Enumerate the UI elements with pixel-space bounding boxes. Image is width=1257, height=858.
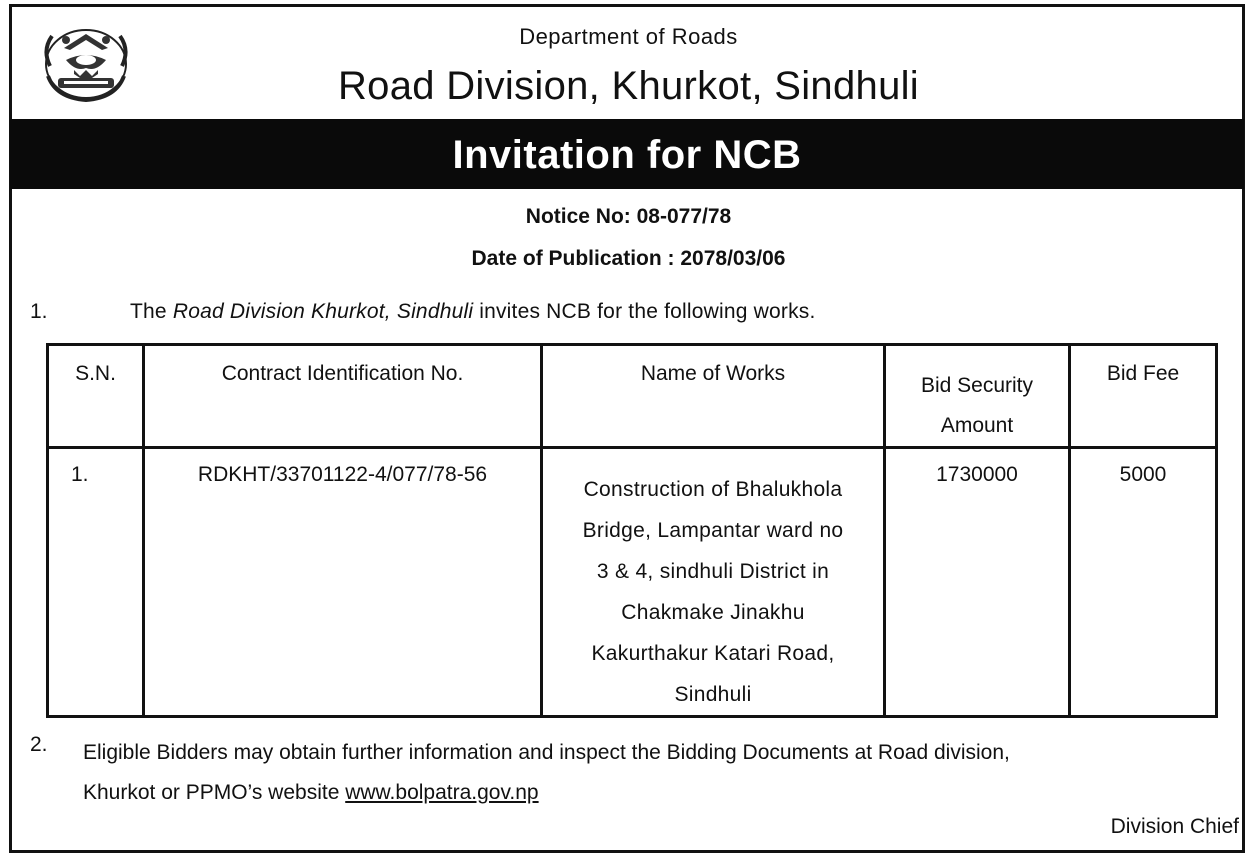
- header-bid-security-line-2: Amount: [940, 414, 1014, 437]
- paragraph-2-line-1: Eligible Bidders may obtain further information and inspect the Bidding Documents at Road division,: [83, 741, 1010, 764]
- table-row: [48, 448, 1217, 717]
- organization-name: Road Division Khurkot, Sindhuli: [172, 300, 474, 323]
- publication-date: Date of Publication : 2078/03/06: [471, 247, 786, 270]
- paragraph-1-lead: The: [130, 300, 173, 323]
- works-line: Kakurthakur Katari Road,: [591, 642, 835, 665]
- paragraph-2-prefix: Khurkot or PPMO’s website: [83, 781, 346, 804]
- works-line: Construction of Bhalukhola: [583, 478, 843, 501]
- paragraph-1-tail: invites NCB for the following works.: [473, 300, 816, 323]
- notice-number: Notice No: 08-077/78: [525, 205, 732, 228]
- paragraph-2-number: 2.: [30, 733, 48, 756]
- paragraph-1-text: [130, 300, 816, 324]
- table-header-row: [48, 345, 1217, 448]
- paragraph-2-line-2: [83, 773, 1010, 813]
- header-bid-security-line-1: Bid Security: [920, 374, 1034, 397]
- header-bid-security: [885, 345, 1070, 448]
- division-title: Road Division, Khurkot, Sindhuli: [337, 64, 919, 108]
- cell-name-of-works: [542, 448, 885, 717]
- works-line: Bridge, Lampantar ward no: [582, 519, 844, 542]
- cell-sn: 1.: [48, 448, 144, 717]
- cell-bid-security: 1730000: [885, 448, 1070, 717]
- works-line: Chakmake Jinakhu: [621, 601, 805, 624]
- bolpatra-website-link[interactable]: www.bolpatra.gov.np: [345, 781, 539, 804]
- invitation-banner: Invitation for NCB: [10, 119, 1244, 189]
- header-bid-fee: Bid Fee: [1070, 345, 1217, 448]
- header-contract-id: Contract Identification No.: [144, 345, 542, 448]
- department-name: Department of Roads: [519, 24, 738, 49]
- header-sn: S.N.: [48, 345, 144, 448]
- paragraph-1-number: 1.: [30, 300, 48, 323]
- header-name-of-works: Name of Works: [542, 345, 885, 448]
- signatory-title: Division Chief: [1110, 815, 1239, 838]
- paragraph-2-text: [83, 733, 1010, 813]
- cell-bid-fee: 5000: [1070, 448, 1217, 717]
- works-line: Sindhuli: [674, 683, 752, 706]
- cell-contract-id: RDKHT/33701122-4/077/78-56: [144, 448, 542, 717]
- works-table: [46, 343, 1218, 718]
- works-line: 3 & 4, sindhuli District in: [596, 560, 830, 583]
